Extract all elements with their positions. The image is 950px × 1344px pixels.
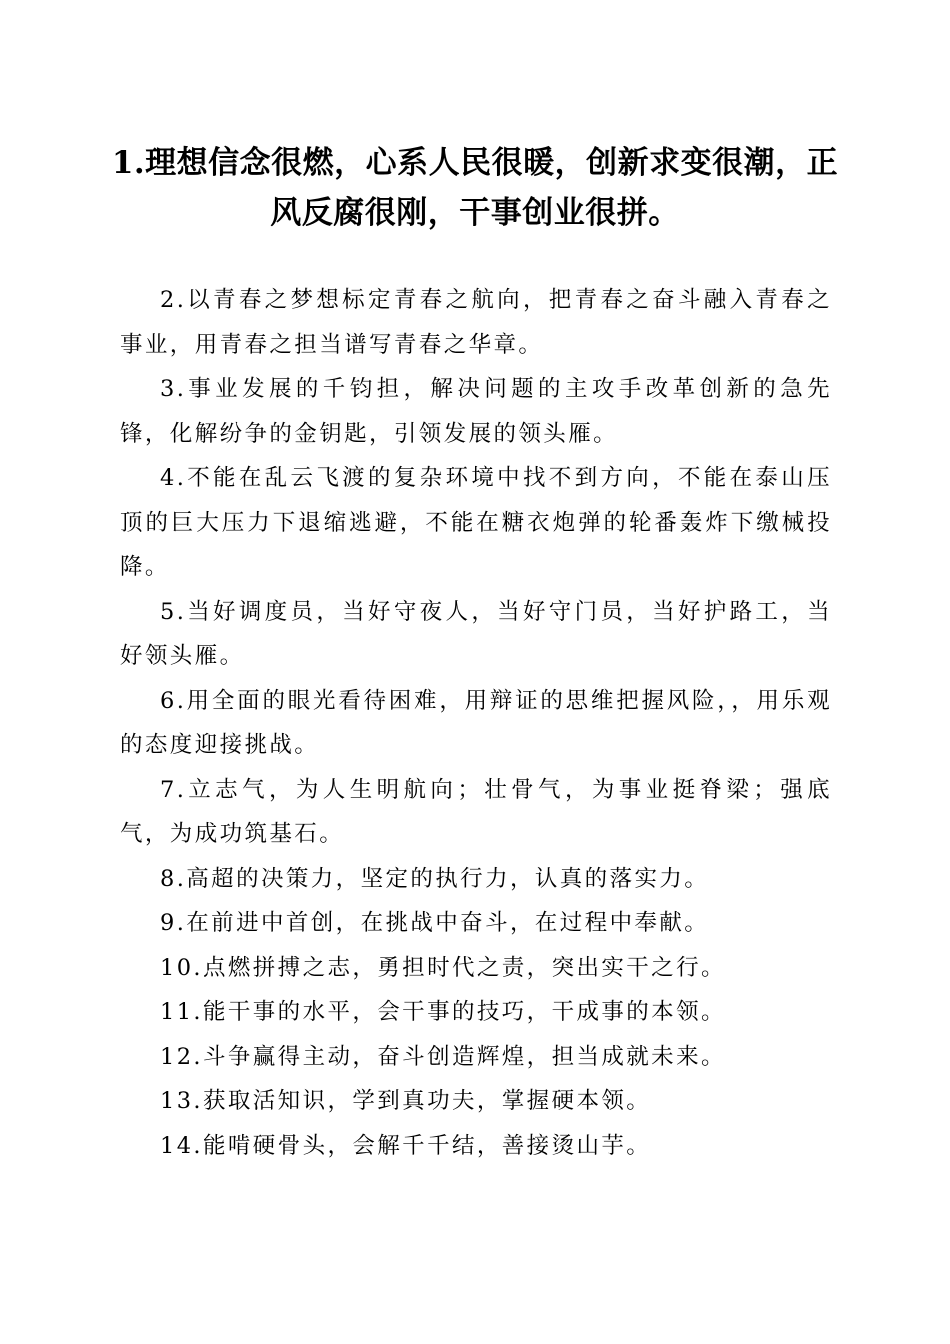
paragraph-7: 7.立志气，为人生明航向；壮骨气，为事业挺脊梁；强底气，为成功筑基石。 [120, 776, 832, 847]
paragraph-9: 9.在前进中首创，在挑战中奋斗，在过程中奉献。 [160, 910, 710, 936]
paragraph-4: 4.不能在乱云飞渡的复杂环境中找不到方向，不能在泰山压顶的巨大压力下退缩逃避，不能在糖衣炮弹的轮番轰炸下缴械投降。 [120, 465, 832, 580]
document-body [120, 278, 832, 1168]
document-title: 1.理想信念很燃，心系人民很暖，创新求变很潮，正风反腐很刚，干事创业很拼。 [111, 145, 839, 231]
paragraph-3: 3.事业发展的千钧担，解决问题的主攻手改革创新的急先锋，化解纷争的金钥匙，引领发展的领头雁。 [120, 376, 832, 447]
paragraph-14: 14.能啃硬骨头，会解千千结，善接烫山芋。 [160, 1132, 652, 1159]
paragraph-10: 10.点燃拼搏之志，勇担时代之责，突出实干之行。 [160, 954, 726, 981]
paragraph-11: 11.能干事的水平，会干事的技巧，干成事的本领。 [160, 999, 726, 1025]
paragraph-13: 13.获取活知识，学到真功夫，掌握硬本领。 [160, 1088, 652, 1114]
paragraph-6: 6.用全面的眼光看待困难，用辩证的思维把握风险，，用乐观的态度迎接挑战。 [120, 687, 832, 758]
paragraph-8: 8.高超的决策力，坚定的执行力，认真的落实力。 [160, 865, 710, 892]
paragraph-2: 2.以青春之梦想标定青春之航向，把青春之奋斗融入青春之事业，用青春之担当谱写青春之华章。 [120, 287, 832, 358]
paragraph-12: 12.斗争赢得主动，奋斗创造辉煌，担当成就未来。 [160, 1043, 726, 1070]
paragraph-5: 5.当好调度员，当好守夜人，当好守门员，当好护路工，当好领头雁。 [120, 598, 832, 669]
